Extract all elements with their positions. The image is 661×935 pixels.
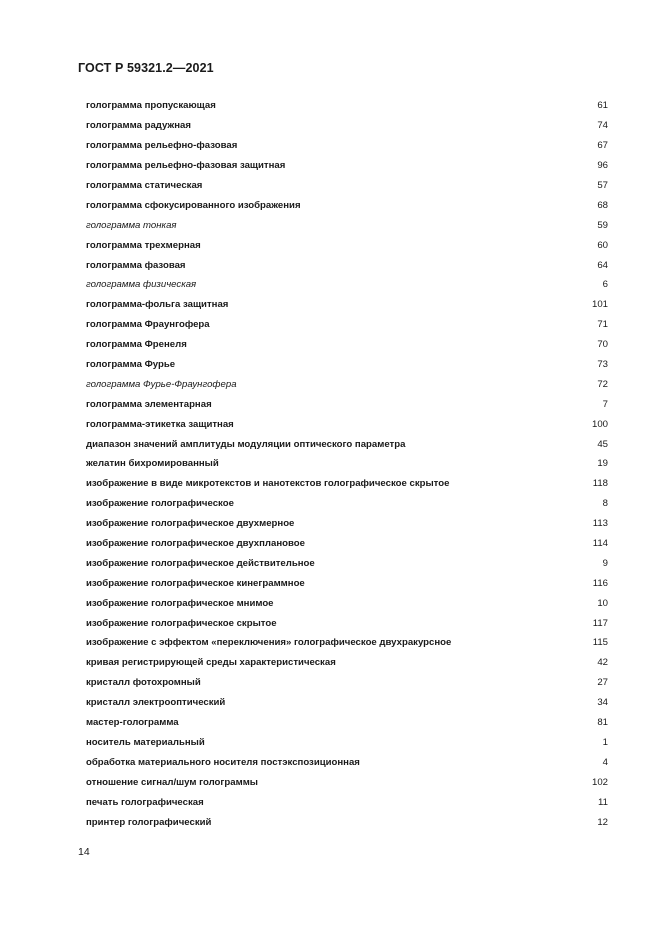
index-entry xyxy=(86,514,608,534)
index-entry xyxy=(86,255,608,275)
index-term: голограмма Фурье-Фраунгофера xyxy=(86,378,237,390)
index-entry xyxy=(86,176,608,196)
index-term: изображение с эффектом «переключения» голографическое двухракурсное xyxy=(86,637,452,649)
index-term-number: 10 xyxy=(597,597,608,609)
index-term: изображение голографическое двухплановое xyxy=(86,538,305,550)
index-term: обработка материального носителя постэкспозиционная xyxy=(86,756,360,768)
index-entry xyxy=(86,235,608,255)
index-term: кристалл электрооптический xyxy=(86,697,226,709)
index-entry xyxy=(86,195,608,215)
index-term: изображение голографическое кинеграммное xyxy=(86,577,305,589)
index-term-number: 11 xyxy=(598,796,608,808)
index-term: голограмма рельефно-фазовая защитная xyxy=(86,160,286,172)
index-term-number: 67 xyxy=(597,140,608,152)
index-term-number: 118 xyxy=(592,478,608,490)
index-term-number: 6 xyxy=(602,279,608,291)
index-term-number: 114 xyxy=(592,538,608,550)
index-term-number: 60 xyxy=(597,239,608,251)
index-entry xyxy=(86,355,608,375)
term-index-list xyxy=(86,96,608,832)
document-header: ГОСТ Р 59321.2—2021 xyxy=(78,61,214,75)
index-term: принтер голографический xyxy=(86,816,212,828)
index-term-number: 7 xyxy=(602,398,608,410)
index-entry xyxy=(86,534,608,554)
index-term: голограмма статическая xyxy=(86,180,203,191)
index-term-number: 34 xyxy=(597,697,608,709)
index-term: голограмма пропускающая xyxy=(86,100,216,112)
index-term-number: 117 xyxy=(592,617,608,629)
index-term: диапазон значений амплитуды модуляции оптического параметра xyxy=(86,438,406,450)
index-term-number: 74 xyxy=(597,120,608,132)
index-entry xyxy=(86,653,608,673)
index-term: изображение голографическое действительное xyxy=(86,557,315,569)
index-term: голограмма элементарная xyxy=(86,398,212,410)
index-entry xyxy=(86,752,608,772)
index-entry xyxy=(86,136,608,156)
index-entry xyxy=(86,374,608,394)
index-term: голограмма Френеля xyxy=(86,339,187,351)
index-term-number: 113 xyxy=(592,518,608,530)
index-term: голограмма радужная xyxy=(86,120,191,132)
index-entry xyxy=(86,553,608,573)
index-entry xyxy=(86,156,608,176)
index-entry xyxy=(86,275,608,295)
index-term: голограмма сфокусированного изображения xyxy=(86,199,301,211)
index-term: кристалл фотохромный xyxy=(86,677,201,689)
index-term-number: 100 xyxy=(591,418,608,430)
index-term-number: 8 xyxy=(602,498,608,510)
index-entry xyxy=(86,295,608,315)
index-term-number: 116 xyxy=(592,577,608,589)
index-term: изображение голографическое двухмерное xyxy=(86,518,295,530)
index-term: желатин бихромированный xyxy=(86,458,219,470)
index-term-number: 1 xyxy=(602,736,608,748)
index-term: изображение в виде микротекстов и нанотекстов голографическое скрытое xyxy=(86,478,450,490)
index-term-number: 96 xyxy=(597,160,608,172)
index-term-number: 61 xyxy=(597,100,608,112)
index-term-number: 42 xyxy=(597,657,608,669)
index-term: голограмма тонкая xyxy=(86,219,177,231)
index-term: голограмма рельефно-фазовая xyxy=(86,140,238,152)
index-term-number: 81 xyxy=(597,717,608,729)
index-entry xyxy=(86,116,608,136)
index-entry xyxy=(86,335,608,355)
index-term: голограмма фазовая xyxy=(86,259,186,271)
index-term: изображение голографическое скрытое xyxy=(86,617,277,629)
index-term-number: 68 xyxy=(597,199,608,211)
index-term-number: 45 xyxy=(597,438,608,450)
index-term-number: 57 xyxy=(597,180,608,191)
index-entry xyxy=(86,733,608,753)
index-entry xyxy=(86,434,608,454)
index-term-number: 4 xyxy=(602,756,608,768)
index-term-number: 72 xyxy=(597,378,608,390)
index-term-number: 73 xyxy=(597,359,608,371)
index-term: голограмма-фольга защитная xyxy=(86,299,229,311)
index-term-number: 59 xyxy=(597,219,608,231)
index-entry xyxy=(86,713,608,733)
index-entry xyxy=(86,693,608,713)
index-term: изображение голографическое xyxy=(86,498,234,510)
index-term-number: 12 xyxy=(597,816,608,828)
index-term: голограмма Фурье xyxy=(86,359,176,371)
index-entry xyxy=(86,812,608,832)
index-term: голограмма физическая xyxy=(86,279,197,291)
index-term-number: 115 xyxy=(592,637,608,649)
index-entry xyxy=(86,394,608,414)
index-entry xyxy=(86,633,608,653)
index-term: голограмма-этикетка защитная xyxy=(86,418,234,430)
index-term: мастер-голограмма xyxy=(86,717,179,729)
index-entry xyxy=(86,315,608,335)
index-term: печать голографическая xyxy=(86,796,204,808)
index-term-number: 101 xyxy=(591,299,608,311)
index-term-number: 9 xyxy=(602,557,608,569)
index-term: кривая регистрирующей среды характеристическая xyxy=(86,657,336,669)
index-term: изображение голографическое мнимое xyxy=(86,597,274,609)
index-entry xyxy=(86,673,608,693)
index-term-number: 70 xyxy=(597,339,608,351)
index-term-number: 27 xyxy=(597,677,608,689)
index-term: голограмма Фраунгофера xyxy=(86,319,210,331)
index-term-number: 19 xyxy=(597,458,608,470)
index-entry xyxy=(86,414,608,434)
index-entry xyxy=(86,494,608,514)
index-term-number: 102 xyxy=(591,776,608,788)
index-entry xyxy=(86,613,608,633)
index-entry xyxy=(86,215,608,235)
index-term: голограмма трехмерная xyxy=(86,239,201,251)
index-term-number: 64 xyxy=(597,259,608,271)
index-term: носитель материальный xyxy=(86,736,205,748)
index-entry xyxy=(86,573,608,593)
index-entry xyxy=(86,96,608,116)
index-entry xyxy=(86,772,608,792)
page-number: 14 xyxy=(78,846,90,858)
index-entry xyxy=(86,474,608,494)
index-term-number: 71 xyxy=(597,319,608,331)
index-entry xyxy=(86,454,608,474)
index-entry xyxy=(86,792,608,812)
index-term: отношение сигнал/шум голограммы xyxy=(86,776,258,788)
index-entry xyxy=(86,593,608,613)
